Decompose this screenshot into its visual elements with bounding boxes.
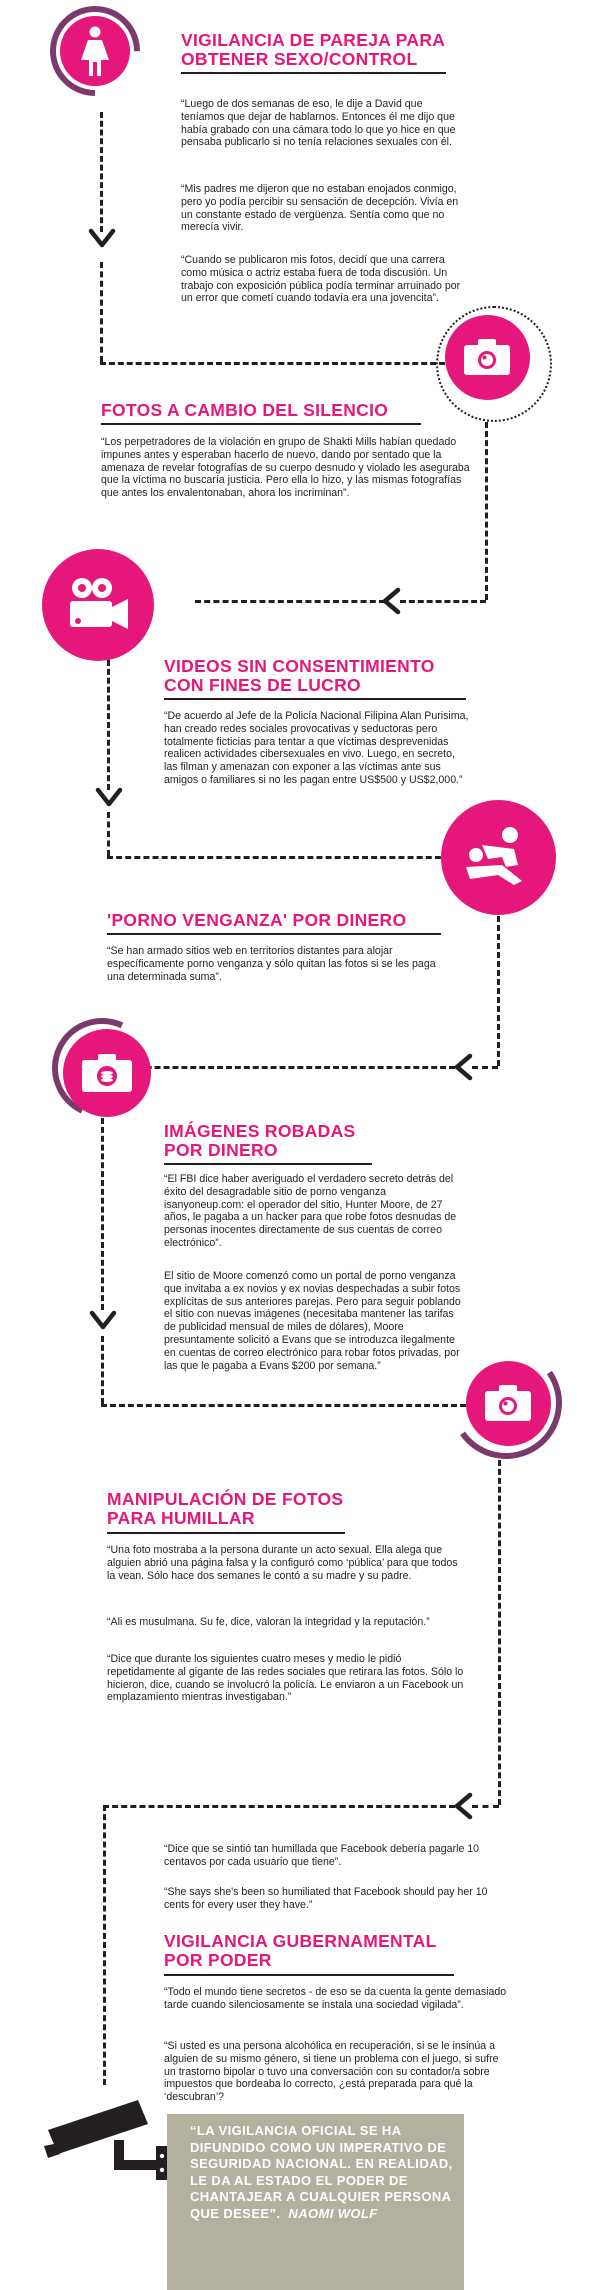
arrow-down-icon (88, 228, 116, 250)
paragraph: “Mis padres me dijeron que no estaban enojados conmigo, pero yo podía percibir su sensación de decepción. Vivía en un constante estado de vergüenza. Sentía como que no merecía vivir. (181, 183, 459, 234)
title-underline (181, 72, 446, 74)
paragraph: “Si usted es una persona alcohólica en recuperación, si se le insinúa a alguien de su mismo género, si tiene un problema con el juego, si sufre un trastorno bipolar o tuvo una conversación con su contador/a sobre impuestos que bordeaba lo correcto, ¿está preparada para qué la ‘descubran’? (164, 2040, 499, 2104)
arrow-down-icon (89, 1310, 117, 1332)
arrow-left-icon (452, 1053, 474, 1081)
arrow-left-icon (380, 587, 402, 615)
section-title: 'PORNO VENGANZA' POR DINERO (107, 910, 407, 930)
quote-author: NAOMI WOLF (288, 2205, 378, 2221)
section-title: VIDEOS SIN CONSENTIMIENTO CON FINES DE LUCRO (164, 656, 435, 695)
path-line (472, 1066, 498, 1069)
camera-icon (462, 337, 512, 377)
couple-icon (462, 825, 534, 889)
paragraph: “De acuerdo al Jefe de la Policía Nacional Filipina Alan Purisima, han creado redes sociales provocativas y seductoras pero totalmente ficticias para tentar a que víctimas desprevenidas realicen actividades cibersexuales en vivo. Luego, en secreto, las filman y amenazan con exponer a las víctimas ante sus amigos o familiares si no les pagan entre US$500 y US$2,000.” (164, 710, 469, 786)
path-line (110, 1066, 455, 1069)
pull-quote: “LA VIGILANCIA OFICIAL SE HA DIFUNDIDO COMO UN IMPERATIVO DE SEGURIDAD NACIONAL. EN REALIDAD, LE DA AL ESTADO EL PODER DE CHANTAJEAR A CUALQUIER PERSONA QUE DESEE”. NAOMI WOLF (190, 2123, 453, 2221)
path-line (100, 112, 103, 232)
path-line (100, 362, 445, 365)
section-title: MANIPULACIÓN DE FOTOS PARA HUMILLAR (107, 1489, 344, 1528)
section-title: VIGILANCIA GUBERNAMENTAL POR PODER (164, 1931, 437, 1970)
path-line (195, 600, 385, 603)
paragraph: “Luego de dos semanas de eso, le dije a David que teníamos que dejar de hablarnos. Entonces él me dijo que había grabado con una cámara todo lo que yo hice en que pensaba publicarlo si no tenía relaciones sexuales con él. (181, 98, 456, 149)
title-underline (164, 698, 466, 700)
paragraph: “Dice que se sintió tan humillada que Facebook debería pagarle 10 centavos por cada usuario que tiene”. (164, 1843, 480, 1868)
title-underline (164, 1163, 372, 1165)
paragraph: “She says she's been so humiliated that Facebook should pay her 10 cents for every user they have.” (164, 1886, 488, 1911)
path-line (107, 660, 110, 790)
paragraph: “Se han armado sitios web en territorios distantes para alojar específicamente porno venganza y sólo quitan las fotos si se les paga una determinada suma”. (107, 945, 436, 983)
path-line (472, 1805, 499, 1808)
woman-icon (79, 26, 111, 78)
path-line (107, 856, 450, 859)
path-line (497, 916, 500, 1066)
path-line (101, 1404, 466, 1407)
title-underline (101, 423, 421, 425)
path-line (498, 1460, 501, 1805)
path-line (101, 1336, 104, 1404)
path-line (107, 812, 110, 856)
title-underline (107, 1532, 345, 1534)
section-title: VIGILANCIA DE PAREJA PARA OBTENER SEXO/CONTROL (181, 30, 446, 69)
video-camera-icon (66, 575, 132, 635)
section-title: IMÁGENES ROBADAS POR DINERO (164, 1121, 356, 1160)
paragraph: “Una foto mostraba a la persona durante un acto sexual. Ella alega que alguien abrió una página falsa y la configuró como ‘pública’ para que todos la vean. Sólo hace dos semanes le contó a su madre y su padre. (107, 1544, 458, 1582)
camera-money-icon (80, 1052, 134, 1094)
camera-icon (483, 1383, 533, 1423)
paragraph: “Dice que durante los siguientes cuatro meses y medio le pidió repetidamente al gigante de las redes sociales que retirara las fotos. Sólo lo hicieron, dice, cuando se involucró la policía. Le enviaron a un Facebook un emplazamiento mientras investigaban.” (107, 1653, 464, 1704)
paragraph: “El FBI dice haber averiguado el verdadero secreto detrás del éxito del desagradable sitio de porno venganza isanyoneup.com: el operador del sitio, Hunter Moore, de 27 años, le pagaba a un hacker para que robe fotos desnudas de personas inocentes directamente de sus cuentas de correo electrónico”. (164, 1173, 457, 1249)
title-underline (164, 1974, 454, 1976)
arrow-left-icon (452, 1792, 474, 1820)
arrow-down-icon (95, 787, 123, 809)
paragraph: El sitio de Moore comenzó como un portal de porno venganza que invitaba a ex novios y ex novias despechadas a subir fotos explícitas de sus anteriores parejas. Pero para seguir poblando el sitio con nuevas imágenes (necesitaba mantener las tarifas de publicidad mensual de miles de dólares), Moore presuntamente solicitó a Evans que se introduzca ilegalmente en cuentas de correo electrónico para robar fotos privadas, por las que le pagaba a Evans $200 por semana.” (164, 1270, 461, 1372)
path-line (103, 1805, 455, 1808)
path-line (485, 422, 488, 600)
path-line (100, 262, 103, 362)
paragraph: “Los perpetradores de la violación en grupo de Shakti Mills habían quedado impunes antes y esperaban hacerlo de nuevo, dando por sentado que la amenaza de revelar fotografías de su cuerpo desnudo y violado les aseguraba que la víctima no buscaría justicia. Pero ella lo hizo, y las mismas fotografías que antes los envalentonaban, ahora los incriminan”. (101, 436, 470, 500)
cctv-camera-icon (44, 2096, 176, 2180)
section-title: FOTOS A CAMBIO DEL SILENCIO (101, 400, 389, 420)
quote-last-line: QUE DESEE”. (190, 2205, 281, 2221)
paragraph: “Todo el mundo tiene secretos - de eso se da cuenta la gente demasiado tarde cuando silenciosamente se instala una sociedad vigilada”. (164, 1986, 507, 2011)
path-line (103, 1805, 106, 2085)
path-line (400, 600, 486, 603)
paragraph: “Ali es musulmana. Su fe, dice, valoran la integridad y la reputación.” (107, 1616, 430, 1628)
title-underline (107, 933, 441, 935)
paragraph: “Cuando se publicaron mis fotos, decidí que una carrera como música o actriz estaba fuera de toda discusión. Un trabajo con exposición pública podía terminar arruinado por un error que cometí cuando todavía era una jovencita”. (181, 254, 461, 305)
path-line (101, 1118, 104, 1310)
